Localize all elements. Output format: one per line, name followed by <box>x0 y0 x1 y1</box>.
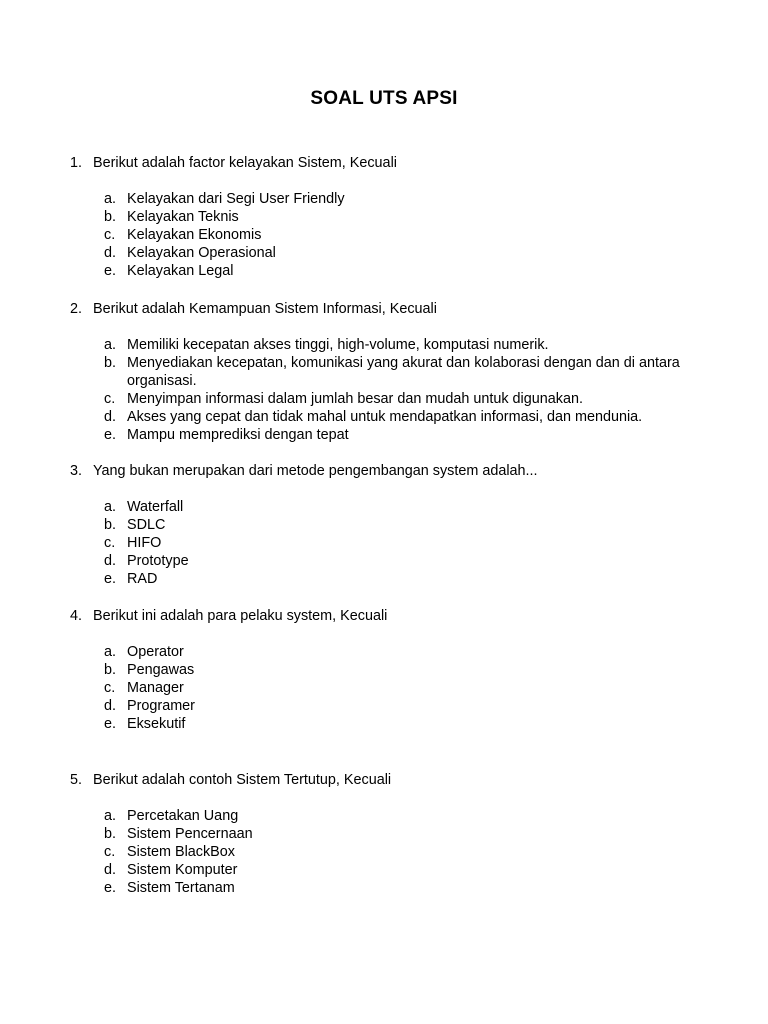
option-letter: a. <box>104 191 117 207</box>
option-item <box>70 643 710 661</box>
option-item <box>70 208 710 226</box>
option-item <box>70 861 710 879</box>
option-list <box>70 498 710 588</box>
option-text: Prototype <box>127 553 189 569</box>
option-item <box>70 843 710 861</box>
option-item <box>70 354 687 390</box>
option-item <box>70 244 710 262</box>
question-label: Yang bukan merupakan dari metode pengembangan system adalah... <box>93 463 538 479</box>
option-letter: b. <box>104 826 117 842</box>
question-label: Berikut adalah Kemampuan Sistem Informasi, Kecuali <box>93 301 437 317</box>
option-item <box>70 825 710 843</box>
question-5 <box>70 771 710 911</box>
option-item <box>70 552 710 570</box>
option-item <box>70 390 710 408</box>
option-text: Manager <box>127 680 184 696</box>
option-item <box>70 534 710 552</box>
option-item <box>70 879 710 897</box>
question-text <box>70 300 710 318</box>
option-text: Kelayakan Teknis <box>127 209 239 225</box>
option-letter: b. <box>104 517 117 533</box>
option-text: Eksekutif <box>127 716 186 732</box>
option-item <box>70 570 710 588</box>
question-4 <box>70 607 710 747</box>
question-number: 1. <box>70 155 83 171</box>
question-number: 3. <box>70 463 83 479</box>
option-text: Kelayakan dari Segi User Friendly <box>127 191 345 207</box>
option-letter: b. <box>104 662 117 678</box>
option-letter: d. <box>104 409 117 425</box>
question-text <box>70 771 710 789</box>
option-text: Programer <box>127 698 195 714</box>
question-number: 4. <box>70 608 83 624</box>
option-letter: a. <box>104 499 117 515</box>
option-letter: b. <box>104 355 117 371</box>
option-letter: c. <box>104 680 116 696</box>
question-2 <box>70 300 710 458</box>
option-item <box>70 661 710 679</box>
option-item <box>70 426 710 444</box>
option-item <box>70 336 710 354</box>
option-letter: e. <box>104 571 117 587</box>
option-text: Pengawas <box>127 662 195 678</box>
option-letter: a. <box>104 808 117 824</box>
option-list <box>70 190 710 280</box>
option-letter: d. <box>104 698 117 714</box>
option-letter: c. <box>104 227 116 243</box>
option-text: Sistem Tertanam <box>127 880 235 896</box>
option-item <box>70 516 710 534</box>
question-text <box>70 607 710 625</box>
option-letter: e. <box>104 880 117 896</box>
option-item <box>70 190 710 208</box>
option-text: Percetakan Uang <box>127 808 239 824</box>
option-text: Menyimpan informasi dalam jumlah besar dan mudah untuk digunakan. <box>127 391 583 407</box>
option-text: RAD <box>127 571 158 587</box>
question-1 <box>70 154 710 294</box>
question-label: Berikut ini adalah para pelaku system, Kecuali <box>93 608 388 624</box>
option-text: Kelayakan Legal <box>127 263 234 279</box>
option-text: Menyediakan kecepatan, komunikasi yang akurat dan kolaborasi dengan dan di antara organisasi. <box>127 355 680 389</box>
question-number: 5. <box>70 772 83 788</box>
question-3 <box>70 462 710 602</box>
question-label: Berikut adalah contoh Sistem Tertutup, Kecuali <box>93 772 392 788</box>
option-text: SDLC <box>127 517 166 533</box>
option-letter: a. <box>104 337 117 353</box>
option-letter: d. <box>104 245 117 261</box>
option-text: Akses yang cepat dan tidak mahal untuk mendapatkan informasi, dan mendunia. <box>127 409 643 425</box>
option-text: Kelayakan Ekonomis <box>127 227 262 243</box>
option-item <box>70 697 710 715</box>
option-list <box>70 807 710 897</box>
option-letter: a. <box>104 644 117 660</box>
option-letter: c. <box>104 844 116 860</box>
option-item <box>70 408 710 426</box>
option-list <box>70 336 710 444</box>
question-label: Berikut adalah factor kelayakan Sistem, Kecuali <box>93 155 397 171</box>
option-item <box>70 679 710 697</box>
option-letter: e. <box>104 427 117 443</box>
option-item <box>70 262 710 280</box>
option-item <box>70 226 710 244</box>
option-text: Kelayakan Operasional <box>127 245 276 261</box>
option-letter: c. <box>104 391 116 407</box>
option-text: Sistem Pencernaan <box>127 826 253 842</box>
option-letter: d. <box>104 553 117 569</box>
option-letter: d. <box>104 862 117 878</box>
option-text: HIFO <box>127 535 162 551</box>
option-text: Mampu memprediksi dengan tepat <box>127 427 349 443</box>
option-letter: e. <box>104 716 117 732</box>
question-text <box>70 462 710 480</box>
option-text: Sistem BlackBox <box>127 844 235 860</box>
option-letter: b. <box>104 209 117 225</box>
option-list <box>70 643 710 733</box>
question-text <box>70 154 710 172</box>
option-text: Memiliki kecepatan akses tinggi, high-volume, komputasi numerik. <box>127 337 549 353</box>
option-text: Waterfall <box>127 499 184 515</box>
option-letter: c. <box>104 535 116 551</box>
page-title: SOAL UTS APSI <box>310 88 458 109</box>
option-text: Sistem Komputer <box>127 862 238 878</box>
option-text: Operator <box>127 644 184 660</box>
option-item <box>70 807 710 825</box>
question-number: 2. <box>70 301 83 317</box>
option-item <box>70 715 710 733</box>
option-item <box>70 498 710 516</box>
option-letter: e. <box>104 263 117 279</box>
